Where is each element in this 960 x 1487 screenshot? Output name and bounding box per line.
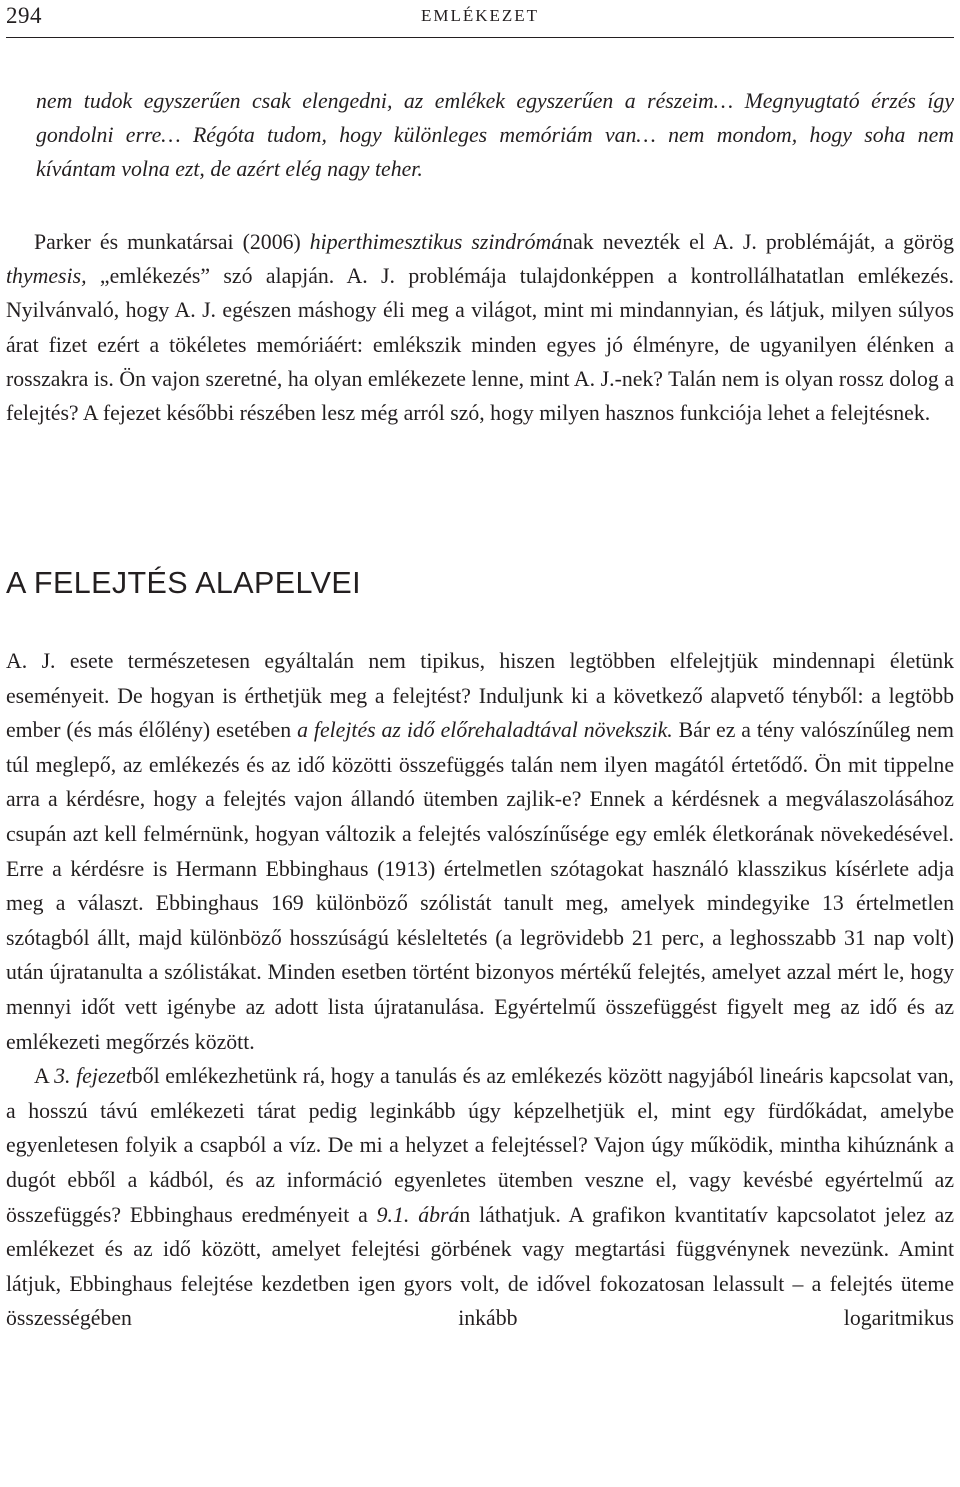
header-rule <box>6 37 954 38</box>
running-head: EMLÉKEZET <box>420 6 540 25</box>
intro-term-italic: hiperthimesztikus szindrómá <box>309 230 563 254</box>
figure-reference-italic: 9.1. ábrá <box>376 1202 460 1227</box>
page-header <box>6 0 954 40</box>
intro-text: Parker és munkatársai (2006) <box>34 230 310 254</box>
body-text: ből emlékezhetünk rá, hogy a tanulás és az emlékezés között nagyjából lineáris kapcsolat van, a hosszú távú emlékezeti tárat pedig leginkább úgy képzelhetjük el, mint egy fürdőkádat, amelybe egyenletesen folyik a csapból a víz. De mi a helyzet a felejtéssel? Vajon úgy működik, mintha kihúznánk a dugót ebből a kádból, és az információ egyenletes ütemben veszne el, vagy kevésbé egyértelmű az összefüggés? Ebbinghaus eredményeit a <box>6 1064 954 1227</box>
body-paragraph <box>6 644 954 1059</box>
body-text: A. J. esete természetesen egyáltalán nem tipikus, hiszen legtöbben elfelejtjük mindennapi életünk eseményeit. De hogyan is érthetjük meg a felejtést? Induljunk ki a következő alapvető tényből: a legtöbb ember (és más élőlény) esetében <box>6 649 954 743</box>
section-heading: A FELEJTÉS ALAPELVEI <box>6 566 361 600</box>
quote-block <box>36 84 954 186</box>
intro-term-italic: thymesis, <box>6 264 87 289</box>
intro-block <box>6 225 954 430</box>
main-text <box>6 644 954 1336</box>
intro-paragraph <box>6 225 954 430</box>
body-paragraph <box>6 1059 954 1336</box>
quote-paragraph: nem tudok egyszerűen csak elengedni, az emlékek egyszerűen a részeim… Megnyugtató érzés így gondolni erre… Régóta tudom, hogy különleges memóriám van… nem mondom, hogy soha nem kívántam volna ezt, de azért elég nagy teher. <box>36 89 954 181</box>
page-number: 294 <box>6 3 42 28</box>
body-text: A <box>34 1064 55 1089</box>
intro-text: nak nevezték el A. J. problémáját, a görög <box>562 230 954 254</box>
emphasis-italic: a felejtés az idő előrehaladtával növekszik. <box>297 718 673 743</box>
intro-text: „emlékezés” szó alapján. A. J. problémája tulajdonképpen a kontrollálhatatlan emlékezés. Nyilvánvaló, hogy A. J. egészen máshogy éli meg a világot, mint mi mindannyian, és látjuk, milyen súlyos árat fizet ezért a tökéletes memóriáért: emlékszik minden egyes jó élményre, de ugyanilyen élénken a rosszakra is. Ön vajon szeretné, ha olyan emlékezete lenne, mint A. J.-nek? Talán nem is olyan rossz dolog a felejtés? A fejezet későbbi részében lesz még arról szó, hogy milyen hasznos funkciója lehet a felejtésnek. <box>6 264 954 426</box>
body-text: Bár ez a tény valószínűleg nem túl meglepő, az emlékezés és az idő közötti összefüggés talán nem ilyen magától értetődő. Ön mit tippelne arra a kérdésre, hogy a felejtés vajon állandó ütemben zajlik-e? Ennek a kérdésnek a megválaszolásához csupán azt kell felmérnünk, hogyan változik a felejtés valószínűsége egy emlék életkorának növekedésével. Erre a kérdésre is Hermann Ebbinghaus (1913) értelmetlen szótagokat használó klasszikus kísérlete adja meg a választ. Ebbinghaus 169 különböző szólistát tanult meg, amelyek mindegyike 13 értelmetlen szótagból állt, majd különböző hosszúságú késleltetés (a legrövidebb 21 perc, a leghosszabb 31 nap volt) után újratanulta a szólistákat. Minden esetben történt bizonyos mértékű felejtés, amelyet azzal mért le, hogy mennyi időt vett igénybe az adott lista újratanulása. Egyértelmű összefüggést figyelt meg az idő és az emlékezeti megőrzés között. <box>6 718 954 1054</box>
chapter-reference-italic: 3. fejezet <box>54 1064 132 1089</box>
body-text: n láthatjuk. A grafikon kvantitatív kapcsolatot jelez az emlékezet és az idő között, amelyet felejtési görbének vagy megtartási függvénynek nevezünk. Amint látjuk, Ebbinghaus felejtése kezdetben igen gyors volt, de idővel fokozatosan lelassult – a felejtés üteme összességében inkább logaritmikus <box>6 1202 954 1331</box>
